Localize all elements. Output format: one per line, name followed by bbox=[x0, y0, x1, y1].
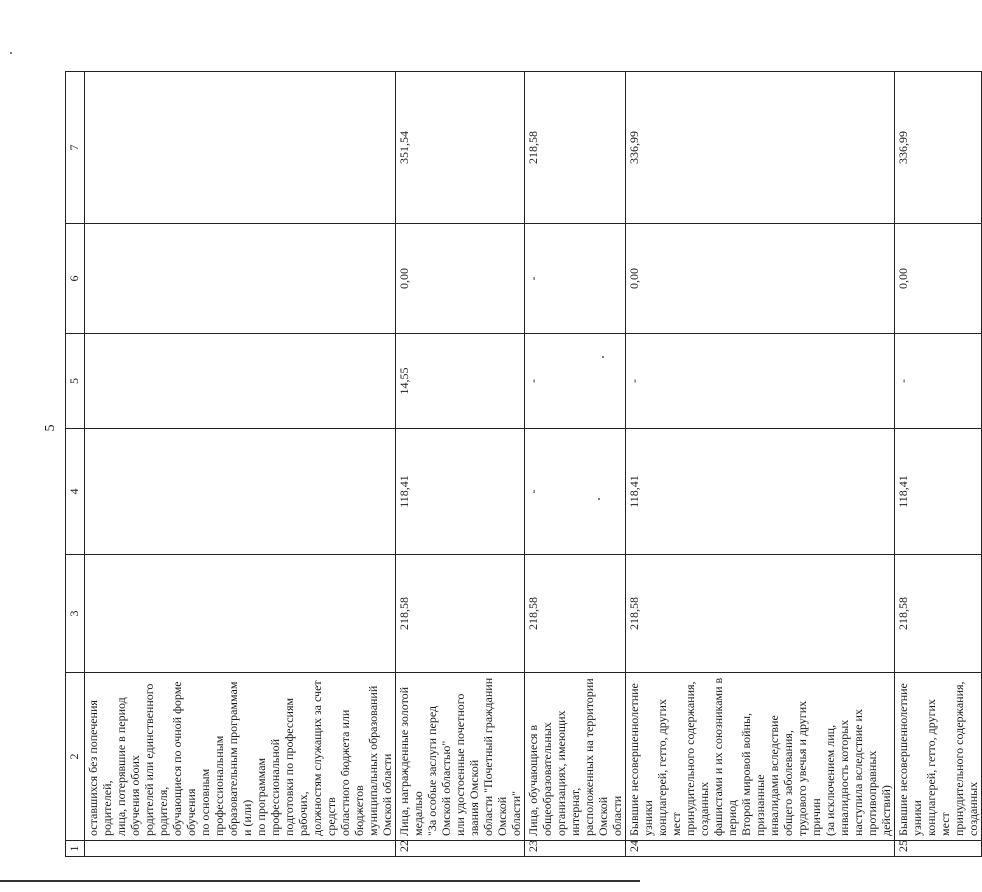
header-cell-1: 1 bbox=[66, 841, 85, 857]
cell-col3: 218,58 bbox=[895, 555, 982, 673]
description-line: по основным профессиональным bbox=[198, 735, 226, 836]
page-number: 5 bbox=[43, 424, 58, 432]
header-cell-3: 3 bbox=[66, 555, 85, 673]
description-line: подготовки по профессиям рабочих, bbox=[282, 697, 310, 836]
cell-col7: 336,99 bbox=[895, 72, 982, 224]
description-line: "За особые заслуги перед Омской областью" bbox=[425, 705, 453, 836]
cell-col3: 218,58 bbox=[626, 555, 895, 673]
cell-col6: - bbox=[525, 224, 626, 334]
row-description bbox=[895, 673, 982, 841]
description-line: области" bbox=[509, 790, 523, 836]
scan-speck bbox=[10, 52, 12, 54]
description-line: Бывшие несовершеннолетние узники bbox=[896, 683, 924, 836]
description-line: Второй мировой войны, признанные bbox=[739, 712, 767, 836]
header-cell-4: 4 bbox=[66, 429, 85, 555]
table-row bbox=[396, 72, 525, 857]
cell-col4 bbox=[85, 429, 396, 555]
tariff-table bbox=[65, 71, 982, 857]
description-line: расположенных на территории Омской bbox=[582, 678, 610, 836]
cell-col3 bbox=[85, 555, 396, 673]
cell-col7: 336,99 bbox=[626, 72, 895, 224]
description-line: действий) bbox=[879, 785, 893, 836]
description-line: должностям служащих за счет средств bbox=[310, 680, 338, 836]
cell-col6: 0,00 bbox=[895, 224, 982, 334]
description-line: обучающиеся по очной форме обучения bbox=[170, 681, 198, 836]
scan-edge-line bbox=[0, 880, 640, 882]
scan-speck bbox=[598, 498, 600, 500]
cell-col7: 351,54 bbox=[396, 72, 525, 224]
rotated-table-container bbox=[65, 72, 980, 857]
cell-col4: 118,41 bbox=[396, 429, 525, 555]
header-row bbox=[66, 72, 85, 857]
table-row bbox=[626, 72, 895, 857]
row-number: 25 bbox=[895, 841, 982, 857]
cell-col3: 218,58 bbox=[525, 555, 626, 673]
continuation-row bbox=[85, 72, 396, 857]
row-number: 22 bbox=[396, 841, 525, 857]
description-line: областного бюджета или бюджетов bbox=[338, 709, 366, 836]
cell-col4: 118,41 bbox=[895, 429, 982, 555]
row-description bbox=[626, 673, 895, 841]
cell-col5 bbox=[85, 334, 396, 429]
description-line: концлагерей, гетто, других мест bbox=[655, 699, 683, 836]
row-description bbox=[396, 673, 525, 841]
description-line: организациях, имеющих интернат, bbox=[554, 710, 582, 836]
description-line: Лица, награжденные золотой медалью bbox=[397, 686, 425, 836]
scan-speck bbox=[602, 356, 604, 358]
description-line: концлагерей, гетто, других мест bbox=[924, 699, 952, 836]
row-description bbox=[85, 673, 396, 841]
cell-col6 bbox=[85, 224, 396, 334]
cell-col5: - bbox=[525, 334, 626, 429]
cell-col3: 218,58 bbox=[396, 555, 525, 673]
description-line: области bbox=[610, 795, 624, 836]
description-line: наступила вследствие их противоправных bbox=[851, 709, 879, 836]
description-line: муниципальных образований Омской области bbox=[366, 685, 394, 836]
description-line: лица, потерявшие в период обучения обоих bbox=[114, 697, 142, 836]
header-cell-7: 7 bbox=[66, 72, 85, 224]
header-cell-5: 5 bbox=[66, 334, 85, 429]
cell-col5: - bbox=[626, 334, 895, 429]
cell-col4: 118,41 bbox=[626, 429, 895, 555]
cell-col6: 0,00 bbox=[626, 224, 895, 334]
description-line: оставшихся без попечения родителей, bbox=[86, 700, 114, 836]
description-line: образовательным программам и (или) bbox=[226, 681, 254, 836]
cell-col6: 0,00 bbox=[396, 224, 525, 334]
description-line: фашистами и их союзниками в период bbox=[711, 677, 739, 836]
header-cell-6: 6 bbox=[66, 224, 85, 334]
cell-col5: 14,55 bbox=[396, 334, 525, 429]
description-line: Бывшие несовершеннолетние узники bbox=[627, 683, 655, 836]
row-number bbox=[85, 841, 396, 857]
description-line: по программам профессиональной bbox=[254, 738, 282, 836]
table-row bbox=[895, 72, 982, 857]
description-line: принудительного содержания, созданных bbox=[683, 681, 711, 836]
cell-col7: 218,58 bbox=[525, 72, 626, 224]
description-line: (за исключением лиц, инвалидность которых bbox=[823, 719, 851, 836]
description-line: Лица, обучающиеся в общеобразовательных bbox=[526, 722, 554, 836]
description-line: области "Почетный гражданин Омской bbox=[481, 677, 509, 836]
table-row bbox=[525, 72, 626, 857]
description-line: инвалидами вследствие общего заболевания, bbox=[767, 715, 795, 836]
description-line: родителей или единственного родителя, bbox=[142, 683, 170, 836]
cell-col5: - bbox=[895, 334, 982, 429]
header-cell-2: 2 bbox=[66, 673, 85, 841]
description-line: трудового увечья и других причин bbox=[795, 700, 823, 836]
description-line: принудительного содержания, созданных bbox=[952, 681, 980, 836]
row-number: 23 bbox=[525, 841, 626, 857]
row-number: 24 bbox=[626, 841, 895, 857]
description-line: или удостоенные почетного звания Омской bbox=[453, 693, 481, 836]
cell-col7 bbox=[85, 72, 396, 224]
row-description bbox=[525, 673, 626, 841]
cell-col4: - bbox=[525, 429, 626, 555]
